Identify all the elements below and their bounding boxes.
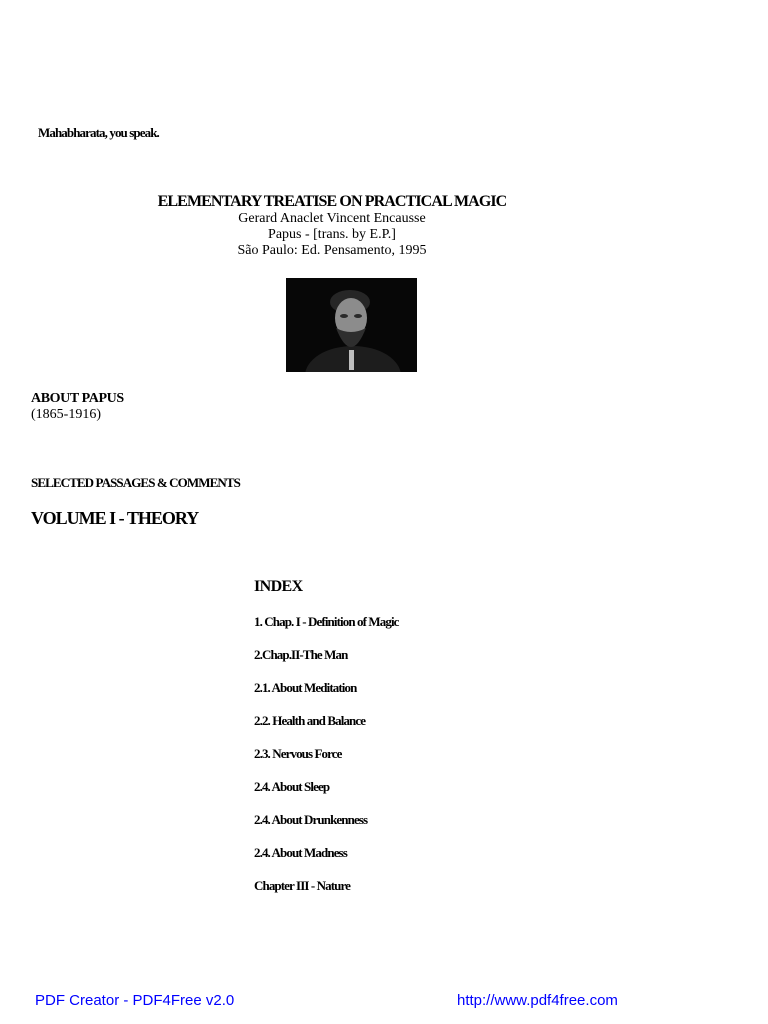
index-item: [254, 647, 399, 680]
index-link[interactable]: 2.4. About Madness: [254, 845, 347, 860]
author-portrait: [286, 278, 417, 372]
index-link[interactable]: 2.Chap.II-The Man: [254, 647, 348, 662]
document-title: ELEMENTARY TREATISE ON PRACTICAL MAGIC: [157, 193, 507, 210]
index-item: [254, 779, 399, 812]
index-item: [254, 878, 399, 911]
index-link[interactable]: 2.4. About Drunkenness: [254, 812, 368, 827]
about-years: (1865-1916): [31, 407, 101, 422]
index-item: [254, 680, 399, 713]
index-item: [254, 845, 399, 878]
about-heading: ABOUT PAPUS: [31, 391, 124, 406]
index-heading: INDEX: [254, 578, 303, 595]
epigraph: Mahabharata, you speak.: [38, 125, 159, 140]
index-link[interactable]: 2.3. Nervous Force: [254, 746, 342, 761]
index-link[interactable]: Chapter III - Nature: [254, 878, 350, 893]
index-link[interactable]: 2.1. About Meditation: [254, 680, 357, 695]
footer-creator-text: PDF Creator - PDF4Free v2.0: [35, 992, 235, 1009]
index-item: [254, 713, 399, 746]
publisher-line: São Paulo: Ed. Pensamento, 1995: [237, 243, 427, 258]
selected-passages-heading: SELECTED PASSAGES & COMMENTS: [31, 475, 240, 490]
index-item: [254, 614, 399, 647]
author-name: Gerard Anaclet Vincent Encausse: [238, 211, 426, 226]
index-item: [254, 812, 399, 845]
volume-heading: VOLUME I - THEORY: [31, 508, 199, 528]
footer-url-link[interactable]: http://www.pdf4free.com: [457, 992, 618, 1009]
index-item: [254, 746, 399, 779]
index-list: [254, 614, 399, 911]
pen-name: Papus - [trans. by E.P.]: [268, 227, 396, 242]
index-link[interactable]: 2.2. Health and Balance: [254, 713, 366, 728]
index-link[interactable]: 1. Chap. I - Definition of Magic: [254, 614, 399, 629]
index-link[interactable]: 2.4. About Sleep: [254, 779, 330, 794]
title-block: [0, 192, 664, 259]
